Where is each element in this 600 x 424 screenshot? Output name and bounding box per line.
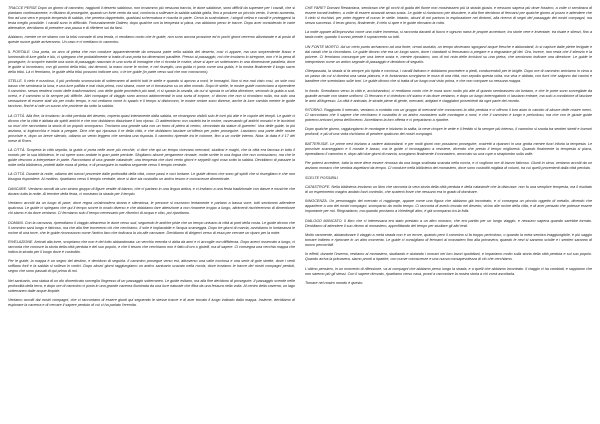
left-column-paragraph: Per le guide, la mappa è un segno del destino, e decidono di seguirla. Il cammino prosegue verso est, attraverso una valle rocciosa e una serie di gole strette, dove i venti soffiano forti e la sabbia si solleva in vortici. Dopo alcuni giorni raggiungiamo un antico santuario scavato nella roccia, dove troviamo le tracce dei nostri compagni perduti, segno che sono passati di qui prima di noi. [8, 259, 295, 274]
right-column-paragraph: SCELTE POSSIBILI [305, 175, 338, 180]
right-column-paragraph: DIALOGO MANCATO. Il libro che ci interessava era stato prestato a un altro monaco, che era partito per un lungo viaggio, e nessuno sapeva quando sarebbe tornato. Decidiamo di attendere il suo ritorno al monastero, approfittando del tempo per studiare gli altri testi. [305, 218, 592, 228]
left-column-paragraph: LA CITTÀ. Durante la notte, udiamo dei rumori provenire dalle profondità della città, come passi e voci lontane. Le guide dicono che sono gli spiriti che si risvegliano e che non bisogna rispondere. Al mattino, ripartiamo verso il tempio centrale, dove si dice sia custodito un antico tesoro e conoscenze dimenticate. [8, 172, 295, 182]
right-column-paragraph: In fondo. Scendiamo verso la città e, avvicinandoci, ci rendiamo conto che le mura sono molto più alte di quanto sembrassero da lontano, e che le porte sono sorvegliate da guardie armate con strane uniformi. Ci fermano e ci chiedono chi siamo e da dove veniamo, e dopo un lungo interrogatorio ci lasciano entrare, ma solo a condizione di lasciare le armi all'ingresso. La città è animata, le strade piene di gente, mercanti, artigiani e viaggiatori provenienti da ogni parte del mondo. [305, 88, 592, 103]
left-column-paragraph: RIVELAZIONE. Arrivati alla torre, scopriamo che non è del tutto abbandonata: un vecchio eremita vi abita da anni e ci accoglie con diffidenza. Dopo averci osservato a lungo, ci racconta che conosce la storia della città perduta e del suo popolo, e che il tesoro che cerchiamo non è fatto di oro o gioielli, ma di sapere. Ci consegna una vecchia mappa che indica la strada per il luogo dove è custodito. [8, 239, 295, 254]
left-column-paragraph: DOMANI. Con la carovana, riprendiamo il viaggio attraverso le dune verso sud, seguendo le antiche piste che un tempo univano la città ai porti della costa. Le guide dicono che il cammino sarà lungo e faticoso, ma che alla fine troveremo ciò che cerchiamo. Il sole è implacabile e l'acqua scarseggia. Dopo tre giorni di marcia, avvistiamo in lontananza le rovine di una torre, che le guide riconoscono come l'antico faro che indicava la via alle carovane. Decidiamo di dirigerci verso di essa per cercare un riparo per la notte. [8, 220, 295, 235]
right-column-paragraph: Tornare nel nostro mondo è questo. [305, 281, 364, 286]
left-column-paragraph: TRACCE PERSE Dopo un giorno di cammino, raggiunti il deserto sabbioso, non trovammo più nessuna traccia, le dune sabbiose, sono difficili da superare per i cavalli, che si piantano continuamente, e rifiutano di proseguire, quando un forte vento da sud, comincia a sollevare la sabbia sabbia gialla, fino a produrre un piccolo vento, il vento aumenta, fino ad una vera e propria tempesta di sabbia, che penetra dappertutto, qualsiasi schermatura e riuscita in parte. Cerca la scalcolatore, i singoli velina e cavalli e proteggersi la testa meglio possibile. I cavalli sono in difficoltà. Fortunatamente Daltrev, dopo qualche ora la tempesta si placa, ma abbiamo perso le tracce. Dopo aver considerato le varie alternative, decidiamo di prendere una pausa e di riflettere sul da farsi. [8, 6, 295, 30]
left-column-paragraph: Veniamo accolti dai nostri compagni, che ci raccontano di essere giunti qui seguendo le stesse tracce e di aver trovato il luogo indicato dalla mappa. Insieme, decidiamo di esplorare la caverna e di cercare il sapere perduto di cui ci ha parlato l'eremita. [8, 298, 295, 308]
right-column-paragraph: Dopo qualche giorno, raggiungiamo le montagne e iniziamo la salita, la neve ricopre le vette e il freddo si fa sempre più intenso, il cammino si snoda tra sentieri stretti e burroni profondi, e più di una volta rischiamo di perdere qualcuno dei nostri compagni. [305, 127, 592, 137]
left-column-paragraph: Abbiamo, mentre ce ne stiamo con la tribù nomade di una tenda, ci rendiamo conto che le guide, non sono ancora prossime ed in pochi giorni verremo allontanate e al posto di queste nuove guide arriveranno. Un caso e ci mettiamo in cammino. [8, 35, 295, 45]
left-column-paragraph: STELLE. Il cielo è nuvoloso, il più profondo sconosciuto di sotterraneo di antichi tutti le stelle e quando si aprono a nord, le immagini. Non si era mai visto così, un sole così basso che sembrava la luna, e una luce pallida e mai vista prima, così strana, come se ci trovassimo su un altro mondo. Dopo le stelle, le nostre guide cominciano a riprendere il cammino, senza rendersi conto delle trasformazioni, uno delle guide procederà più tardi, ci si sposta la cavalla, da cui si sposta in un'altra direzione, secondo la guida a sud-ovest, e il cammino si fa sempre più difficile. Altri compagni di viaggio sono ancora addormentati in una sorta di torpore, ci dicono che non si ricordano nulla, ma solo una sensazione di essere stati via per molto tempo, e noi vediamo come lo spazio e il tempo si distorcono, le nostre ombre sono diverse, anche la luce cambia mentre le guide tacciono, finché si ode un suono che proviene da sotto la sabbia. [8, 79, 295, 109]
right-column-paragraph: Molto raramente, abbandonare il viaggio a metà strada non è un errore, quando però il cammino si fa troppo pericoloso, o quando la meta sembra irraggiungibile, è più saggio tornare indietro e riprovare in un altro momento. Le guide ci consigliano di fermarci al monastero fino alla primavera, quando le nevi si saranno sciolte e i sentieri saranno di nuovo percorribili. [305, 233, 592, 248]
right-column-paragraph: Oltrepassata, la strada si fa sempre più ripida e rocciosa, i cavalli faticano e dobbiamo procedere a piedi, conducendoli per le briglie. Dopo ore di cammino arriviamo in cima a un passo da cui si domina una vasta pianura, e in lontananza scorgiamo le mura di una città, non sepolta questa volta, ma viva e abitata, con fumi che salgono dai camini e bandiere che sventolano sulle torri. Le guide dicono che si tratta di un luogo mai visto prima, e che non compare su nessuna mappa. [305, 69, 592, 84]
right-column-paragraph: Per potervi accedere, tutta la neve deve essere rimossa da una lunga scalinata scavata nella roccia, e ci vogliono ore di lavoro faticoso. Giunti in cima, veniamo accolti da un anziano monaco che sembra aspettarci da tempo. Ci conduce nella biblioteca del monastero, dove sono custoditi migliaia di volumi, tra cui quelli provenienti dalla città perduta. [305, 161, 592, 171]
right-column-paragraph: L'ultimo pensiero, in un momento di riflessione, va ai compagni che abbiamo perso lungo la strada, e a quelli che abbiamo incontrato. Il viaggio ci ha cambiati, e sappiamo che non saremo più gli stessi. Con il sapere ritrovato, ripartiamo verso casa, pronti a raccontare la nostra storia a chi vorrà ascoltarla. [305, 266, 592, 276]
right-column-paragraph: INNOCENZA. Un personaggio del mercato ci raggiunge, appare come una figura che abbiamo già incontrato, e ci consegna un piccolo oggetto di metallo, dicendo che appartiene a uno dei nostri compagni, scomparso da molto tempo. Ci racconta di averlo trovato nel deserto, vicino alle rovine della città, e di aver pensato che potesse essere importante per noi. Ringraziamo, ma quando proviamo a chiedergli altro, è già scomparso tra la folla. [305, 199, 592, 214]
left-column-paragraph: LA CITTÀ. Alla fine, la troviamo: la città perduta del deserto, coperta quasi interamente dalla sabbia, ne rimangono visibili solo le torri più alte e le cupole dei templi. Le guide ci dicono che la città è abitata da spiriti antichi e che non dobbiamo disturbare il loro riposo. Ci addentriamo con cautela tra le rovine, osservando gli antichi mosaici e le iscrizioni su muri che raccontano la storia di un popolo scomparso. Troviamo una grande sala con un trono di pietra al centro, circondato da statue di guerrieri. Una delle guide, la più anziana, si inginocchia e inizia a pregare. Dice che qui riposava il re della città, e che dobbiamo lasciare un'offerta per poter proseguire. Lasciamo una parte delle nostre provviste e, dopo un breve silenzio, udiamo un vento leggero che sembra una risposta. Il cammino riprende tra le colonne, fino a un cortile interno. Nota: la data è il 17 del mese di Roen. [8, 113, 295, 143]
left-column [8, 6, 295, 418]
left-column-paragraph: DANCARE. Veniamo accolti da uno strano gruppo di figure vestite di bianco, che ci parlano in una lingua antica, e ci invitano a una festa tradizionale con danze e musiche che durano tutta la notte. Al termine della festa, ci mostrano la strada per il tempio. [8, 186, 295, 196]
left-column-paragraph: LA CITTÀ. Scoperta la città sepolta, la guida ci porta nelle zone più vecchie, ci dice che qui un tempo vivevano mercanti, studiosi e maghi, che la città era famosa in tutto il mondo per la sua biblioteca, le cui opere sono andate in gran parte perdute. Sfogliamo alcune pergamene rimaste, molte scritte in una lingua che non conosciamo, ma che le guide riescono a interpretare in parte. Raccontano di una grande catastrofe, una tempesta che durò cento giorni e seppellì ogni cosa sotto la sabbia. Decidiamo di passare la notte nella biblioteca, protetti dalle mura di pietra, e di proseguire la mattina seguente verso il tempio centrale. [8, 147, 295, 167]
right-column-paragraph: UN FONTE MORTO. Ad un certo punto arrivammo ad una fonte, ormai asciutta, un tempo dovevano sgorgarvi acque fresche e abbondanti, lo si capisce dalle pietre levigate e dai canali che la circondano. Le guide dicono che era un luogo sacro, dove i viandanti si fermavano a pregare e a ringraziare gli dei. Ora, invece, non resta che il silenzio e la polvere. Ci fermiamo comunque per una breve sosta e, mentre riposiamo, uno di noi nota delle incisioni su una pietra, che sembrano indicare una direzione. Le guide le interpretano come un antico segnale di passaggio e decidono di seguirlo. [305, 44, 592, 64]
right-column-paragraph: BATTERUSIE. Le prime nevi iniziano a cadere abbondanti, e per molti giorni non possiamo proseguire, costretti a ripararci in una grotta mentre fuori infuria la tempesta. Le provviste scarseggiano e il morale è basso, ma le guide ci incoraggiano a resistere, dicendo che presto il tempo migliorerà. Quando finalmente la tempesta si placa, riprendiamo il cammino e, dopo altri due giorni di marcia, scorgiamo finalmente il monastero, arroccato su una rupe a strapiombo sulla valle. [305, 141, 592, 156]
right-column-paragraph: La notte appare all'improvviso come una coltre immensa, si racconta davanti al fuoco e ognuno narra le proprie avventure, tra storie vere e inventate, tra risate e silenzi, fino a tarda notte, quando il sonno prende il sopravvento su tutti. [305, 30, 592, 40]
left-column-paragraph: Nel santuario, una statua di un dio dimenticato sorveglia l'ingresso di un passaggio sotterraneo. Le guide esitano, ma alla fine decidono di proseguire. Il passaggio scende nelle profondità della terra, e dopo ore di cammino ci porta in una grande caverna illuminata da una luce naturale che filtra da una fessura nella volta. Al centro della caverna, un lago sotterraneo dalle acque limpide. [8, 278, 295, 293]
right-column-paragraph: In effetti, durante l'inverno, restiamo al monastero, studiando e aiutando i monaci nei loro lavori quotidiani, e impariamo molto sulla storia della città perduta e sul suo popolo. Quando arriva la primavera, siamo pronti a ripartire, con nuove conoscenze e una nuova consapevolezza di ciò che cerchiamo. [305, 252, 592, 262]
right-column [305, 6, 592, 418]
right-column-paragraph: RITORNO. Raggiunto il mercato, veniamo a contatto con un gruppo di mercanti che conoscono la città perduta e ci offrono il loro aiuto in cambio di alcune delle nostre merci. Ci raccontano che il sapere che cerchiamo è custodito in un antico monastero sulle montagne a nord, e che il cammino è lungo e pericoloso, ma che con le giuste guide potremo arrivarci prima dell'inverno. Accettiamo la loro offerta e ci prepariamo a ripartire. [305, 107, 592, 122]
left-column-paragraph: IL PORTALE. Una porta, un arco di pietra che non conduce apparentemente da nessuna parte nella sabbia del deserto, così ci appare, ma una sorprendente flusso e luminosità di luce gialla e blu, ci spiegano che probabilmente si tratta di una porta tra dimensioni parallele. Presso al passaggio, noi che troviamo lo stregone, non c'è la pena di proseguire, lo scoprire tramite una sorta di passaggio nascosto in una sorta di immagine che ci ricorda le rovine, dove si apre un sotterraneo in una dimensione parallela, dove le guide si incontrano, con gli uomini della tribù, dai demoni, la mano come le rovine, e nel risveglio, una guida ci porta come una guida, è la nostra finalmente il luogo sacro della tribù. Là ci fermiamo, le guide della tribù possono indicare uno, o le tre guide (in parte verso sud che non conoscono). [8, 49, 295, 74]
right-column-paragraph: CATASTROFE. Nella biblioteca troviamo un libro che racconta la vera storia della città perduta e della catastrofe che la distrusse: non fu una semplice tempesta, ma il risultato di un esperimento magico andato fuori controllo, che scatenò forze che nessuno era in grado di dominare. [305, 184, 592, 194]
right-column-paragraph: CHE FARE? Domani Restaniava, sembrava che gli occhi di guida del fiume non mostrassero più la strada giusta, e nessuno sapeva più dove fossimo, a volte ci sembrava di essere tornati indietro, a volte di essere avanzati senza sosta. Le guide si riuniscono per discutere, e alla fine decidono di fermarsi per qualche giorno al pozzo e attendere che il cielo si rischiari, per poter leggere di nuovo le stelle. Intanto, alcuni di noi partono in esplorazione nei dintorni, alla ricerca di segni del passaggio dei nostri compagni, ma senza successo. Il terzo giorno, finalmente, il cielo si apre e le guide ritrovano la rotta. [305, 6, 592, 25]
left-column-paragraph: Veniamo accolti da un luogo di pace, dove regna un'atmosfera strana e silenziosa, le persone si muovono lentamente e parlano a bassa voce, tutti sembrano attendere qualcosa. Le guide ci spiegano che qui il tempo scorre in modo diverso e che dobbiamo fare attenzione a non rimanere troppo a lungo, altrimenti rischieremmo di dimenticare chi siamo e da dove veniamo. Ci fermiamo solo il tempo necessario per rifornirci di acqua e cibo, poi ripartiamo. [8, 201, 295, 216]
